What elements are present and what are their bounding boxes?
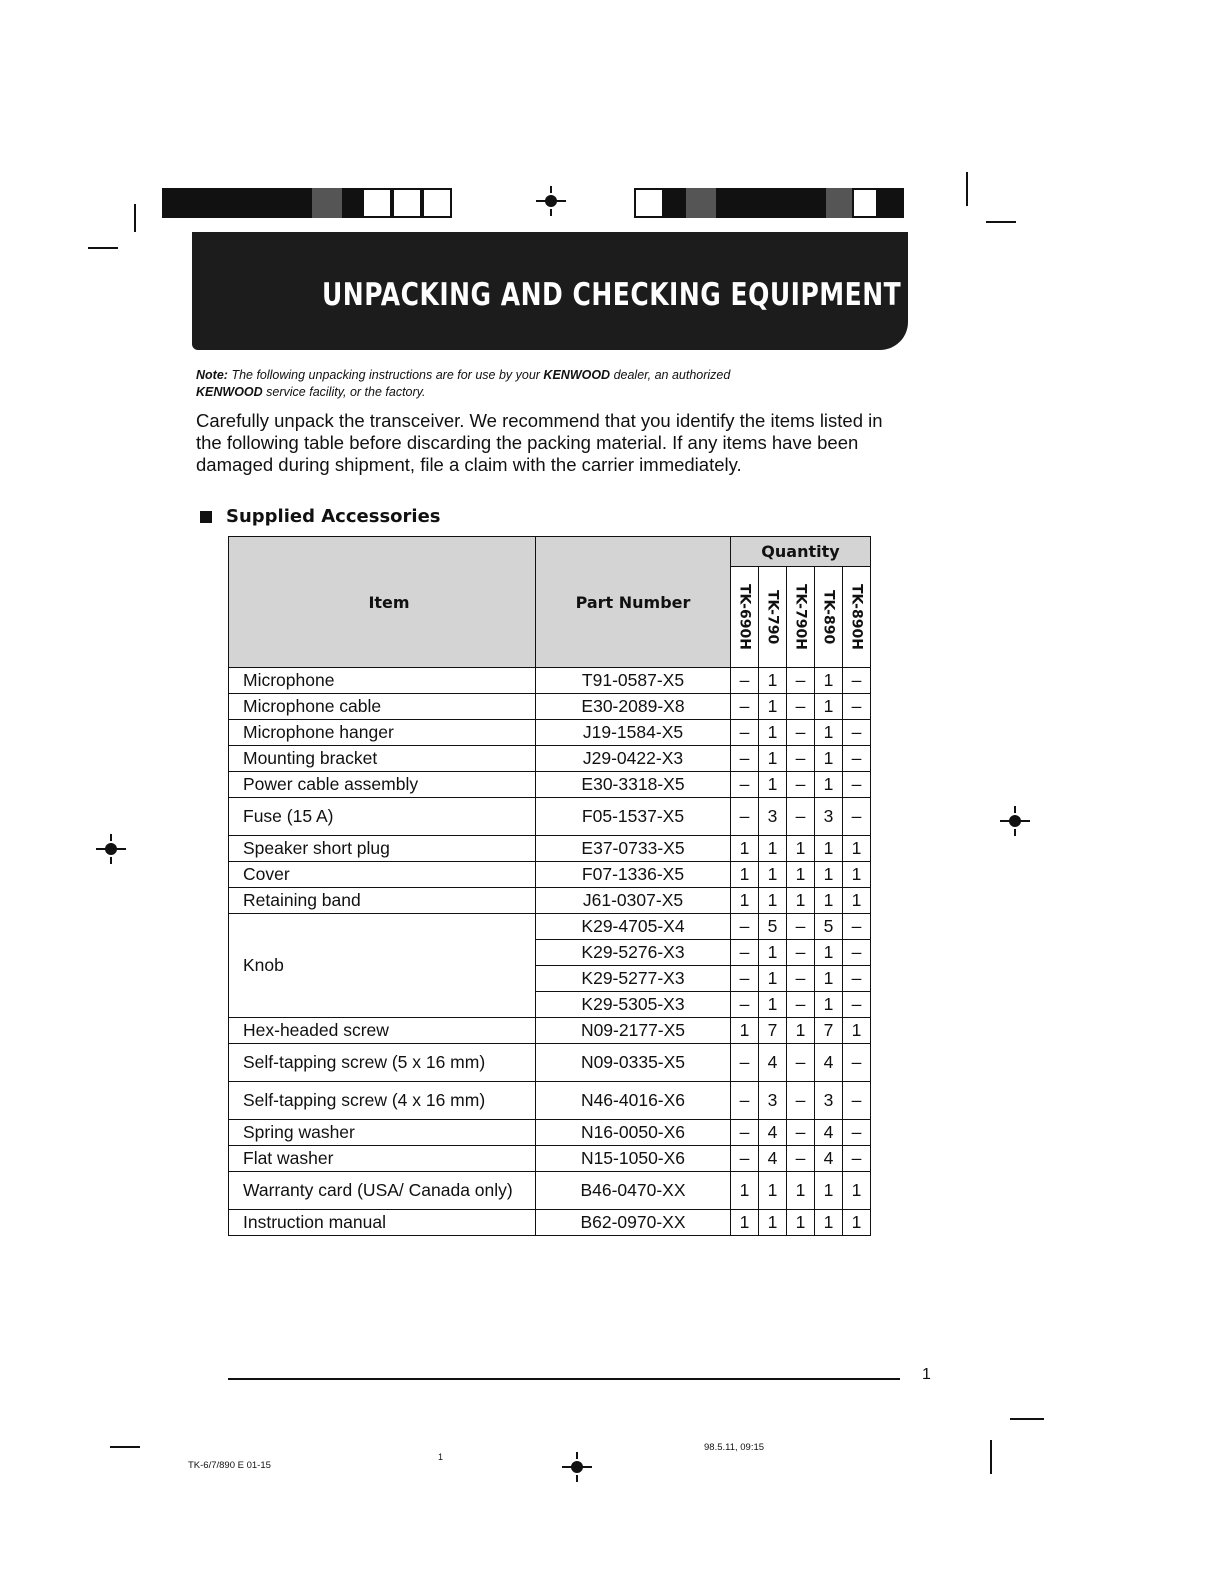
note-text: dealer, an authorized — [613, 368, 731, 382]
footer-rule — [228, 1378, 900, 1380]
quantity-cell: – — [843, 746, 871, 772]
table-row — [229, 1210, 871, 1236]
table-row — [229, 914, 871, 940]
quantity-cell: 1 — [843, 1172, 871, 1210]
quantity-cell: – — [787, 694, 815, 720]
quantity-cell: – — [843, 694, 871, 720]
quantity-cell: 3 — [759, 1082, 787, 1120]
table-row — [229, 1172, 871, 1210]
part-number-cell: B46-0470-XX — [536, 1172, 731, 1210]
model-header — [843, 567, 871, 668]
quantity-cell: – — [787, 992, 815, 1018]
model-label: TK-790 — [764, 589, 781, 645]
crop-mark — [88, 247, 118, 249]
note-brand: KENWOOD — [543, 368, 611, 382]
quantity-cell: 1 — [759, 888, 787, 914]
model-header — [731, 567, 759, 668]
model-label: TK-790H — [792, 584, 809, 650]
part-number-cell: E37-0733-X5 — [536, 836, 731, 862]
item-cell: Instruction manual — [229, 1210, 536, 1236]
square-bullet-icon — [200, 511, 212, 523]
quantity-cell: 7 — [759, 1018, 787, 1044]
quantity-cell: 4 — [815, 1044, 843, 1082]
quantity-cell: – — [731, 668, 759, 694]
crosshair-left-icon — [96, 834, 126, 864]
quantity-cell: 4 — [815, 1146, 843, 1172]
part-number-cell: N15-1050-X6 — [536, 1146, 731, 1172]
quantity-cell: – — [787, 772, 815, 798]
quantity-cell: 1 — [759, 720, 787, 746]
quantity-cell: 5 — [815, 914, 843, 940]
quantity-cell: 1 — [815, 720, 843, 746]
quantity-cell: – — [731, 914, 759, 940]
quantity-cell: 1 — [843, 862, 871, 888]
quantity-cell: 1 — [787, 888, 815, 914]
quantity-cell: – — [787, 914, 815, 940]
quantity-cell: 1 — [815, 1172, 843, 1210]
quantity-cell: – — [787, 720, 815, 746]
model-label: TK-690H — [736, 584, 753, 650]
table-row — [229, 798, 871, 836]
crop-mark — [966, 172, 968, 206]
quantity-cell: – — [787, 798, 815, 836]
item-cell: Cover — [229, 862, 536, 888]
quantity-cell: 1 — [815, 966, 843, 992]
item-cell: Power cable assembly — [229, 772, 536, 798]
quantity-cell: 1 — [787, 1210, 815, 1236]
quantity-cell: 1 — [759, 862, 787, 888]
quantity-cell: – — [843, 720, 871, 746]
quantity-cell: – — [787, 668, 815, 694]
part-number-cell: E30-2089-X8 — [536, 694, 731, 720]
table-row — [229, 1018, 871, 1044]
item-cell: Self-tapping screw (4 x 16 mm) — [229, 1082, 536, 1120]
crop-mark — [990, 1440, 992, 1474]
quantity-cell: 1 — [759, 1172, 787, 1210]
table-row — [229, 720, 871, 746]
quantity-cell: – — [731, 966, 759, 992]
quantity-cell: 1 — [759, 966, 787, 992]
quantity-cell: – — [787, 1120, 815, 1146]
part-number-cell: F07-1336-X5 — [536, 862, 731, 888]
item-cell: Microphone — [229, 668, 536, 694]
item-cell: Mounting bracket — [229, 746, 536, 772]
quantity-cell: 1 — [787, 1018, 815, 1044]
quantity-cell: 1 — [843, 888, 871, 914]
item-cell: Fuse (15 A) — [229, 798, 536, 836]
model-label: TK-890H — [848, 584, 865, 650]
note — [196, 367, 886, 401]
item-cell: Microphone hanger — [229, 720, 536, 746]
table-row — [229, 746, 871, 772]
part-number-cell: K29-5305-X3 — [536, 992, 731, 1018]
doc-code: TK-6/7/890 E 01-15 — [188, 1460, 271, 1471]
quantity-cell: 1 — [843, 1210, 871, 1236]
part-number-cell: N46-4016-X6 — [536, 1082, 731, 1120]
note-text: service facility, or the factory. — [266, 385, 426, 399]
quantity-cell: 3 — [815, 798, 843, 836]
quantity-cell: 1 — [815, 668, 843, 694]
col-header-quantity: Quantity — [731, 537, 871, 567]
quantity-cell: – — [731, 694, 759, 720]
page-title: UNPACKING AND CHECKING EQUIPMENT — [322, 276, 902, 313]
quantity-cell: 1 — [759, 940, 787, 966]
quantity-cell: – — [843, 772, 871, 798]
quantity-cell: 4 — [759, 1044, 787, 1082]
quantity-cell: 1 — [843, 1018, 871, 1044]
quantity-cell: 1 — [759, 992, 787, 1018]
table-row — [229, 772, 871, 798]
print-date: 98.5.11, 09:15 — [704, 1442, 765, 1453]
quantity-cell: – — [731, 940, 759, 966]
quantity-cell: 1 — [759, 1210, 787, 1236]
registration-bar-right — [634, 188, 904, 218]
table-row — [229, 1146, 871, 1172]
crop-mark — [134, 204, 136, 232]
quantity-cell: – — [731, 1120, 759, 1146]
table-row — [229, 668, 871, 694]
quantity-cell: 7 — [815, 1018, 843, 1044]
quantity-cell: – — [787, 966, 815, 992]
quantity-cell: 1 — [815, 888, 843, 914]
col-header-item: Item — [229, 537, 536, 668]
quantity-cell: – — [843, 668, 871, 694]
quantity-cell: – — [731, 720, 759, 746]
quantity-cell: – — [787, 1082, 815, 1120]
quantity-cell: – — [787, 940, 815, 966]
quantity-cell: 1 — [815, 694, 843, 720]
quantity-cell: 1 — [815, 1210, 843, 1236]
item-cell: Retaining band — [229, 888, 536, 914]
quantity-cell: 4 — [815, 1120, 843, 1146]
section-title: Supplied Accessories — [226, 506, 441, 527]
item-cell: Microphone cable — [229, 694, 536, 720]
quantity-cell: 1 — [815, 772, 843, 798]
part-number-cell: B62-0970-XX — [536, 1210, 731, 1236]
quantity-cell: 1 — [843, 836, 871, 862]
crop-mark — [110, 1446, 140, 1448]
quantity-cell: 1 — [731, 1210, 759, 1236]
quantity-cell: 1 — [815, 746, 843, 772]
part-number-cell: N09-2177-X5 — [536, 1018, 731, 1044]
page-number: 1 — [922, 1366, 931, 1383]
quantity-cell: 1 — [731, 862, 759, 888]
quantity-cell: 1 — [759, 746, 787, 772]
part-number-cell: J61-0307-X5 — [536, 888, 731, 914]
quantity-cell: – — [731, 746, 759, 772]
accessories-table — [228, 536, 871, 1236]
quantity-cell: – — [843, 798, 871, 836]
section-heading — [200, 506, 441, 527]
quantity-cell: – — [843, 1082, 871, 1120]
note-label: Note: — [196, 368, 228, 382]
model-header — [815, 567, 843, 668]
intro-paragraph: Carefully unpack the transceiver. We recommend that you identify the items listed in the following table before discarding the packing material. If any items have been damaged during shipment, file a claim with the carrier immediately. — [196, 410, 883, 475]
table-row — [229, 1082, 871, 1120]
quantity-cell: 1 — [815, 836, 843, 862]
crosshair-right-icon — [1000, 806, 1030, 836]
quantity-cell: – — [731, 1044, 759, 1082]
part-number-cell: J19-1584-X5 — [536, 720, 731, 746]
quantity-cell: 1 — [787, 836, 815, 862]
part-number-cell: N09-0335-X5 — [536, 1044, 731, 1082]
part-number-cell: T91-0587-X5 — [536, 668, 731, 694]
crosshair-bottom-icon — [562, 1452, 592, 1482]
part-number-cell: J29-0422-X3 — [536, 746, 731, 772]
quantity-cell: – — [731, 1146, 759, 1172]
quantity-cell: 1 — [759, 694, 787, 720]
item-cell: Flat washer — [229, 1146, 536, 1172]
quantity-cell: – — [787, 1146, 815, 1172]
registration-bar-left — [162, 188, 452, 218]
header-banner — [192, 232, 908, 350]
quantity-cell: – — [731, 772, 759, 798]
part-number-cell: K29-4705-X4 — [536, 914, 731, 940]
quantity-cell: – — [843, 992, 871, 1018]
quantity-cell: – — [731, 992, 759, 1018]
part-number-cell: F05-1537-X5 — [536, 798, 731, 836]
item-cell: Warranty card (USA/ Canada only) — [229, 1172, 536, 1210]
quantity-cell: 1 — [759, 772, 787, 798]
quantity-cell: 1 — [731, 1018, 759, 1044]
part-number-cell: K29-5277-X3 — [536, 966, 731, 992]
crosshair-top-icon — [536, 186, 566, 216]
table-row — [229, 836, 871, 862]
quantity-cell: – — [843, 1044, 871, 1082]
quantity-cell: – — [843, 940, 871, 966]
table-row — [229, 694, 871, 720]
quantity-cell: 1 — [759, 836, 787, 862]
part-number-cell: E30-3318-X5 — [536, 772, 731, 798]
model-label: TK-890 — [820, 589, 837, 645]
quantity-cell: – — [731, 1082, 759, 1120]
crop-mark — [1010, 1418, 1044, 1420]
model-header — [787, 567, 815, 668]
quantity-cell: 4 — [759, 1120, 787, 1146]
quantity-cell: 1 — [815, 992, 843, 1018]
col-header-part: Part Number — [536, 537, 731, 668]
quantity-cell: 5 — [759, 914, 787, 940]
quantity-cell: 1 — [731, 836, 759, 862]
quantity-cell: – — [843, 1120, 871, 1146]
table-row — [229, 862, 871, 888]
note-text: The following unpacking instructions are for use by your — [231, 368, 540, 382]
part-number-cell: K29-5276-X3 — [536, 940, 731, 966]
quantity-cell: 1 — [787, 1172, 815, 1210]
quantity-cell: 1 — [759, 668, 787, 694]
footer-page-ref: 1 — [438, 1452, 444, 1462]
quantity-cell: 1 — [731, 1172, 759, 1210]
quantity-cell: – — [843, 914, 871, 940]
quantity-cell: 3 — [759, 798, 787, 836]
quantity-cell: – — [787, 1044, 815, 1082]
model-header — [759, 567, 787, 668]
quantity-cell: 1 — [731, 888, 759, 914]
item-cell: Knob — [229, 914, 536, 1018]
quantity-cell: – — [787, 746, 815, 772]
quantity-cell: – — [731, 798, 759, 836]
table-row — [229, 1044, 871, 1082]
crop-mark — [986, 221, 1016, 223]
quantity-cell: – — [843, 1146, 871, 1172]
table-row — [229, 1120, 871, 1146]
note-brand: KENWOOD — [196, 385, 263, 399]
quantity-cell: – — [843, 966, 871, 992]
quantity-cell: 4 — [759, 1146, 787, 1172]
item-cell: Spring washer — [229, 1120, 536, 1146]
quantity-cell: 1 — [787, 862, 815, 888]
quantity-cell: 1 — [815, 940, 843, 966]
table-row — [229, 888, 871, 914]
quantity-cell: 1 — [815, 862, 843, 888]
quantity-cell: 3 — [815, 1082, 843, 1120]
item-cell: Self-tapping screw (5 x 16 mm) — [229, 1044, 536, 1082]
part-number-cell: N16-0050-X6 — [536, 1120, 731, 1146]
item-cell: Hex-headed screw — [229, 1018, 536, 1044]
item-cell: Speaker short plug — [229, 836, 536, 862]
